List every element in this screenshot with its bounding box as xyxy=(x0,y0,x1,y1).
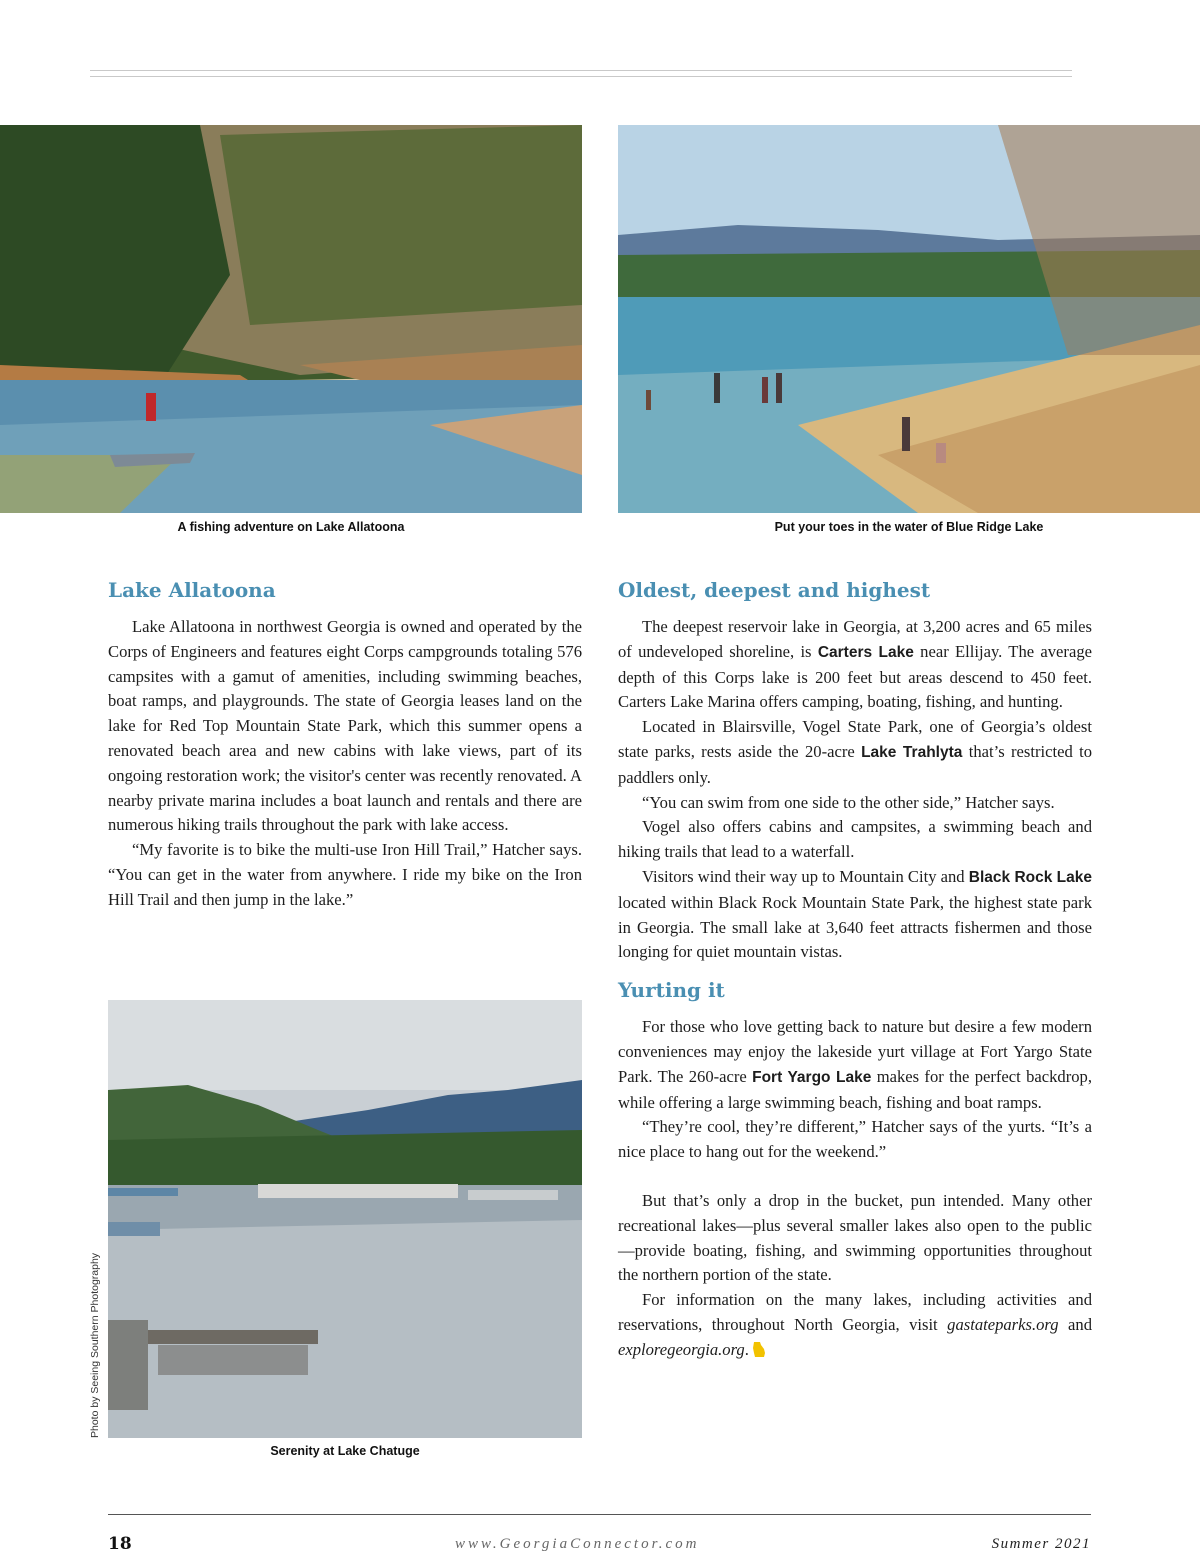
paragraph: For those who love getting back to nature but desire a few modern conveniences may enjoy the lakeside yurt village at Fort Yargo State Park. The 260-acre Fort Yargo Lake makes for the perfect backdrop, while offering a large swimming beach, fishing and boat ramps. xyxy=(618,1017,1092,1112)
link-gastateparks[interactable]: gastateparks.org xyxy=(947,1314,1059,1334)
caption-lake-allatoona: A fishing adventure on Lake Allatoona xyxy=(177,520,405,534)
top-rule xyxy=(90,70,1072,77)
heading-lake-allatoona: Lake Allatoona xyxy=(108,578,276,602)
paragraph: But that’s only a drop in the bucket, pun intended. Many other recreational lakes—plus several smaller lakes also open to the public—provide boating, fishing, and swimming opportunities throughout the northern portion of the state. xyxy=(618,1190,1092,1285)
paragraph: Visitors wind their way up to Mountain City and Black Rock Lake located within Black Rock Mountain State Park, the highest state park in Georgia. The small lake at 3,640 feet attracts fishermen and those longing for quiet mountain vistas. xyxy=(618,866,1092,962)
left-column xyxy=(108,577,582,913)
caption-blue-ridge-lake: Put your toes in the water of Blue Ridge Lake xyxy=(774,520,1044,534)
lake-name: Fort Yargo Lake xyxy=(752,1068,872,1086)
right-column xyxy=(618,577,1092,1363)
footer-issue: Summer 2021 xyxy=(991,1536,1091,1552)
lake-name: Lake Trahlyta xyxy=(861,743,963,761)
footer-website[interactable]: www.GeorgiaConnector.com xyxy=(455,1536,700,1552)
heading-yurting-it: Yurting it xyxy=(618,978,725,1003)
lake-name: Black Rock Lake xyxy=(968,868,1092,886)
paragraph: Vogel also offers cabins and campsites, a swimming beach and hiking trails that lead to a waterfall. xyxy=(618,817,1092,862)
bottom-rule xyxy=(108,1514,1091,1515)
paragraph: Located in Blairsville, Vogel State Park, one of Georgia’s oldest state parks, rests aside the 20-acre Lake Trahlyta that’s restricted to paddlers only. xyxy=(618,717,1092,787)
paragraph: Lake Allatoona in northwest Georgia is owned and operated by the Corps of Engineers and features eight Corps campgrounds totaling 576 campsites with a gamut of amenities, including swimming beaches, boat ramps, and playgrounds. The state of Georgia leases land on the lake for Red Top Mountain State Park, which this summer opens a renovated beach area and new cabins with lake views, part of its ongoing restoration work; the visitor's center was recently renovated. A nearby private marina includes a boat launch and rentals and there are numerous hiking trails throughout the park with lake access. xyxy=(108,617,582,835)
georgia-state-end-icon xyxy=(752,1342,766,1357)
photo-credit xyxy=(89,1228,103,1438)
paragraph: “My favorite is to bike the multi-use Iron Hill Trail,” Hatcher says. “You can get in the water from anywhere. I ride my bike on the Iron Hill Trail and then jump in the lake.” xyxy=(108,840,582,909)
lake-name: Carters Lake xyxy=(817,643,914,661)
page-number: 18 xyxy=(108,1534,132,1554)
heading-oldest-deepest-highest: Oldest, deepest and highest xyxy=(618,578,931,602)
photo-credit-text: Photo by Seeing Southern Photography xyxy=(89,1252,101,1438)
paragraph: “You can swim from one side to the other side,” Hatcher says. xyxy=(642,792,1055,812)
paragraph-gap xyxy=(618,1165,1092,1189)
paragraph: The deepest reservoir lake in Georgia, at 3,200 acres and 65 miles of undeveloped shoreline, is Carters Lake near Ellijay. The average depth of this Corps lake is 200 feet but areas descend to 450 feet. Carters Lake Marina offers camping, boating, fishing, and hunting. xyxy=(618,617,1092,712)
paragraph: “They’re cool, they’re different,” Hatcher says of the yurts. “It’s a nice place to hang out for the weekend.” xyxy=(618,1117,1092,1162)
paragraph: For information on the many lakes, including activities and reservations, throughout North Georgia, visit gastateparks.org and exploregeorgia.org. xyxy=(618,1290,1093,1359)
photo-lake-chatuge xyxy=(108,1000,582,1438)
photo-blue-ridge-lake xyxy=(618,125,1200,513)
caption-lake-chatuge: Serenity at Lake Chatuge xyxy=(270,1444,420,1458)
link-exploregeorgia[interactable]: exploregeorgia.org xyxy=(618,1339,745,1359)
photo-lake-allatoona xyxy=(0,125,582,513)
